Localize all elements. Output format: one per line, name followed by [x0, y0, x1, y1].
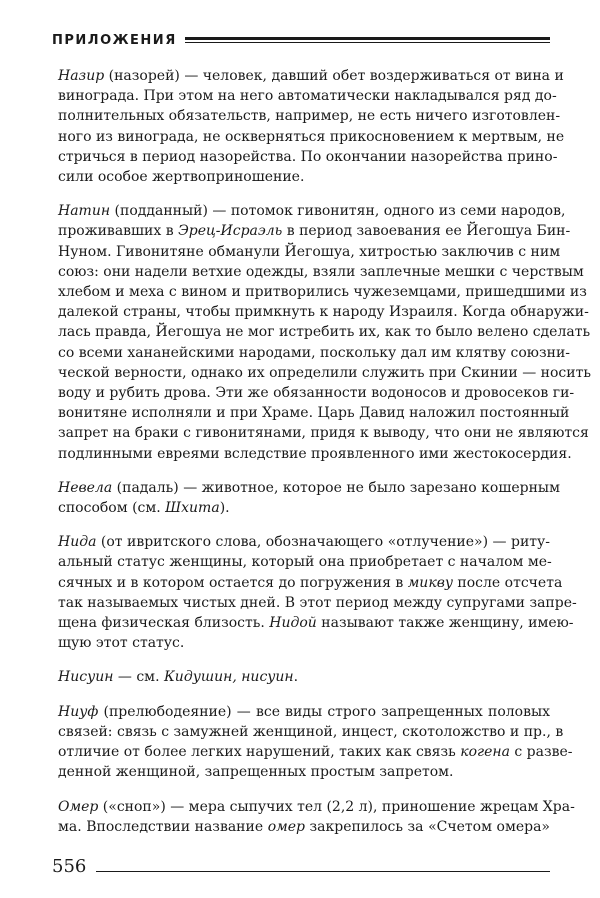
- text-segment: сячных и в котором остается до погружения в: [58, 574, 408, 591]
- italic-reference: Эрец-Исраэль: [178, 223, 283, 240]
- running-header: [52, 30, 550, 50]
- text-line: [58, 302, 589, 322]
- text-line: [58, 613, 574, 633]
- text-segment: воду и рубить дрова. Эти же обязанности водоносов и дровосеков ги-: [58, 385, 575, 402]
- text-segment: союз: они надели ветхие одежды, взяли заплечные мешки с черствым: [58, 263, 584, 280]
- text-segment: способом (см.: [58, 500, 166, 517]
- text-line: [58, 106, 561, 126]
- text-segment: ного из винограда, не оскверняться прикосновением к мертвым, не: [58, 128, 565, 145]
- text-line: [58, 797, 575, 817]
- text-segment: проживавших в: [58, 223, 179, 240]
- text-segment: («сноп») — мера сыпучих тел (2,2 л), приношение жрецам Хра-: [98, 798, 575, 815]
- text-segment: альный статус женщины, который она приобретает с началом ме-: [58, 554, 552, 571]
- text-line: [58, 201, 566, 221]
- text-line: [58, 363, 591, 383]
- text-line: [58, 498, 550, 518]
- text-segment: подлинными евреями вследствие проявленного ими жестокосердия.: [58, 445, 572, 462]
- glossary-entry: [58, 201, 591, 464]
- text-segment: так называемых чистых дней. В этот период между супругами запре-: [58, 594, 577, 611]
- text-segment: стричься в период назорейства. По окончании назорейства прино-: [58, 148, 558, 165]
- text-segment: (падаль) — животное, которое не было зарезано кошерным: [112, 479, 560, 496]
- text-segment: далекой страны, чтобы примкнуть к народу Израиля. Когда обнаружи-: [58, 304, 589, 321]
- text-segment: сили особое жертвоприношение.: [58, 169, 305, 186]
- running-head-title: ПРИЛОЖЕНИЯ: [52, 32, 177, 48]
- text-segment: отличие от более легких нарушений, таких как связь: [58, 744, 461, 761]
- text-line: [58, 127, 565, 147]
- text-line: [58, 444, 572, 464]
- italic-reference: омер: [267, 818, 305, 835]
- glossary-term: Назир: [58, 68, 105, 84]
- text-segment: Нуном. Гивонитяне обманули Йегошуа, хитростью заключив с ним: [58, 243, 561, 260]
- text-line: [58, 383, 575, 403]
- text-line: [58, 593, 577, 613]
- glossary-entry: [58, 702, 573, 783]
- text-line: [58, 86, 557, 106]
- text-segment: щена физическая близость.: [58, 615, 270, 632]
- text-line: [58, 552, 550, 572]
- text-segment: ма. Впоследствии название: [58, 818, 268, 835]
- text-segment: закрепилось за «Счетом омера»: [304, 818, 551, 835]
- footer-rule: [96, 871, 550, 872]
- text-segment: вонитяне исполняли и при Храме. Царь Давид наложил постоянный: [58, 405, 570, 422]
- text-segment: в период завоевания ее Йегошуа Бин-: [282, 223, 571, 240]
- text-line: [58, 633, 550, 653]
- text-segment: (прелюбодеяние) — все виды строго запрещенных половых: [98, 703, 550, 720]
- text-line: [58, 343, 571, 363]
- text-segment: винограда. При этом на него автоматически накладывался ряд до-: [58, 88, 557, 105]
- text-line: [58, 742, 573, 762]
- glossary-term: Ниуф: [58, 703, 99, 720]
- text-segment: связей: связь с замужней женщиной, инцест, скотоложство и пр., в: [58, 723, 564, 740]
- glossary-entry: [58, 667, 550, 687]
- text-segment: (назорей) — человек, давший обет воздерживаться от вина и: [104, 68, 564, 84]
- text-segment: (подданный) — потомок гивонитян, одного из семи народов,: [110, 203, 566, 220]
- glossary-term: Омер: [58, 798, 99, 815]
- italic-reference: когена: [460, 744, 510, 761]
- text-segment: ).: [219, 500, 230, 517]
- italic-reference: Нидой: [269, 615, 317, 632]
- text-segment: называют также женщину, имею-: [316, 615, 574, 632]
- text-segment: щую этот статус.: [58, 635, 185, 652]
- text-line: [58, 262, 584, 282]
- text-line: [58, 403, 570, 423]
- text-line: [58, 147, 558, 167]
- glossary-term: Невела: [58, 479, 113, 496]
- glossary-entry: [58, 532, 577, 653]
- glossary-entry: [58, 797, 575, 837]
- text-line: [58, 817, 550, 837]
- glossary-entry: [58, 478, 560, 518]
- text-segment: полнительных обязательств, например, не есть ничего изготовлен-: [58, 108, 561, 125]
- italic-reference: Шхита: [165, 500, 220, 517]
- text-line: [58, 532, 550, 552]
- text-line: [58, 478, 560, 498]
- text-line: [58, 282, 587, 302]
- header-rule: [185, 37, 550, 43]
- glossary-body: [58, 66, 591, 837]
- glossary-entry: [58, 66, 565, 187]
- text-line: [58, 702, 550, 722]
- text-line: [58, 167, 550, 187]
- glossary-term: Натин: [58, 203, 111, 220]
- text-segment: запрет на браки с гивонитянами, придя к выводу, что они не являются: [58, 425, 589, 442]
- text-line: [58, 322, 591, 342]
- text-segment: после отсчета: [452, 574, 563, 591]
- text-line: [58, 242, 561, 262]
- text-line: [58, 667, 550, 687]
- text-line: [58, 762, 550, 782]
- text-line: [58, 66, 564, 86]
- text-segment: ческой верности, однако их определили служить при Скинии — носить: [58, 364, 591, 381]
- text-segment: .: [293, 669, 299, 686]
- italic-reference: Кидушин, нисуин: [163, 669, 294, 686]
- glossary-term: Нисуин: [58, 669, 114, 686]
- text-line: [58, 722, 564, 742]
- text-segment: с разве-: [509, 744, 573, 761]
- text-line: [58, 573, 563, 593]
- glossary-term: Нида: [58, 534, 97, 551]
- text-segment: денной женщиной, запрещенных простым запретом.: [58, 764, 454, 781]
- text-line: [58, 423, 589, 443]
- text-segment: (от ивритского слова, обозначающего «отлучение») — риту-: [96, 534, 550, 551]
- text-segment: со всеми хананейскими народами, поскольку дал им клятву союзни-: [58, 344, 571, 361]
- italic-reference: микву: [407, 574, 453, 591]
- text-segment: — см.: [113, 669, 164, 686]
- text-segment: лась правда, Йегошуа не мог истребить их, как то было велено сделать: [58, 324, 591, 341]
- page-number: 556: [52, 856, 87, 877]
- page-footer: [52, 853, 550, 877]
- text-line: [58, 221, 571, 241]
- text-segment: хлебом и меха с вином и притворились чужеземцами, пришедшими из: [58, 284, 587, 301]
